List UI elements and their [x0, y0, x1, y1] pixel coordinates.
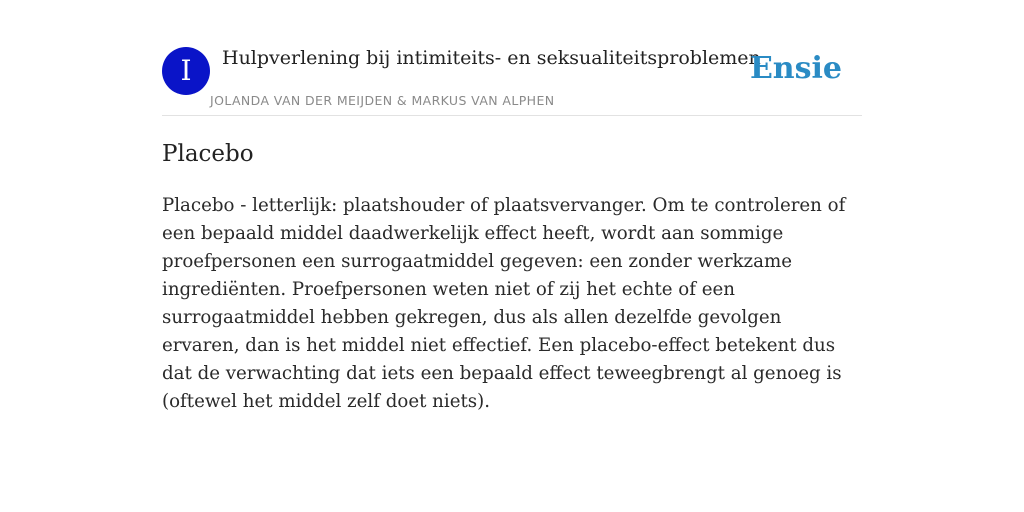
entry-body: Placebo - letterlijk: plaatshouder of plaatsvervanger. Om te controleren of een bepaald middel daadwerkelijk effect heeft, wordt aan sommige proefpersonen een surrogaatmiddel gegeven: een zonder werkzame ingrediënten. Proefpersonen weten niet of zij het echte of een surrogaatmiddel hebben gekregen, dus als allen dezelfde gevolgen ervaren, dan is het middel niet effectief. Een placebo-effect betekent dus dat de verwachting dat iets een bepaald effect teweegbrengt al genoeg is (oftewel het middel zelf doet niets). — [162, 195, 846, 412]
entry-card — [162, 0, 862, 512]
book-avatar[interactable]: I — [162, 47, 210, 95]
authors-line: JOLANDA VAN DER MEIJDEN & MARKUS VAN ALPHEN — [210, 93, 555, 108]
book-title-link[interactable]: Hulpverlening bij intimiteits- en seksualiteitsproblemen — [222, 47, 761, 69]
ensie-logo[interactable]: Ensie — [749, 51, 842, 86]
entry-header — [162, 0, 862, 116]
entry-title: Placebo — [162, 141, 254, 167]
